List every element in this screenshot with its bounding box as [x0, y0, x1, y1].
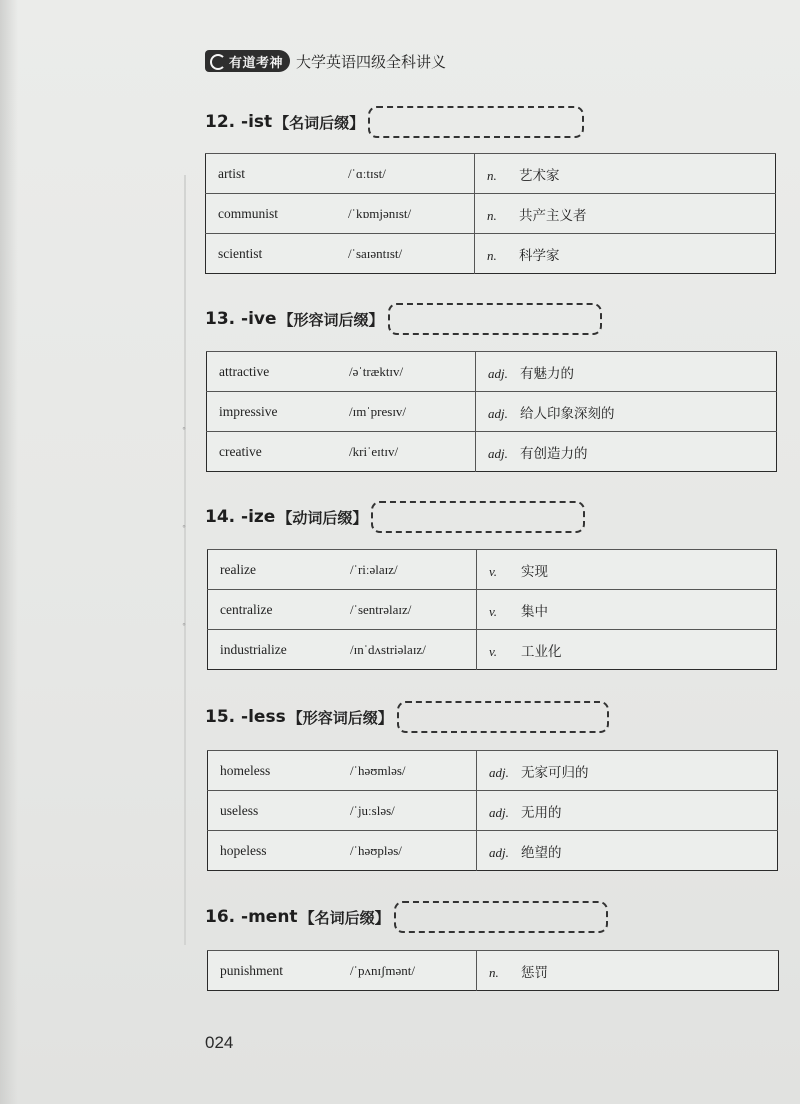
word: communist: [206, 194, 349, 234]
page-gutter-shadow: [0, 0, 18, 1104]
chinese-meaning: 绝望的: [521, 844, 562, 861]
table-row: [208, 630, 777, 670]
word: industrialize: [208, 630, 351, 670]
margin-note-mark: °: [182, 524, 186, 533]
suffix-section-ize: [205, 499, 585, 535]
part-of-speech: adj.: [488, 445, 508, 461]
table-row: [207, 392, 777, 432]
brand-name: 有道考神: [229, 55, 284, 71]
meaning-cell: [477, 590, 777, 630]
table-row: [208, 550, 777, 590]
word: scientist: [206, 234, 349, 274]
table-row: [208, 951, 779, 991]
word: hopeless: [208, 831, 351, 871]
chinese-meaning: 无用的: [521, 804, 562, 821]
chinese-meaning: 给人印象深刻的: [520, 405, 615, 422]
chinese-meaning: 艺术家: [519, 167, 560, 184]
phonetic: /əˈtræktɪv/: [349, 352, 476, 392]
brand-logo: [205, 50, 290, 72]
phonetic: /ˈpʌnɪʃmənt/: [350, 951, 477, 991]
phonetic: /ˈhəʊpləs/: [350, 831, 477, 871]
suffix-section-less: [205, 699, 609, 735]
vocab-table-ist: [205, 153, 776, 274]
phonetic: /ˈkɒmjənɪst/: [348, 194, 475, 234]
word: attractive: [207, 352, 350, 392]
word: artist: [206, 154, 349, 194]
fill-in-blank-box[interactable]: [388, 303, 602, 335]
chinese-meaning: 共产主义者: [519, 207, 587, 224]
meaning-cell: [477, 951, 779, 991]
meaning-cell: [477, 791, 778, 831]
chinese-meaning: 无家可归的: [521, 764, 589, 781]
part-of-speech: adj.: [489, 804, 509, 820]
section-heading: [205, 499, 585, 535]
book-title: 大学英语四级全科讲义: [296, 52, 447, 71]
table-row: [208, 751, 778, 791]
word: centralize: [208, 590, 351, 630]
part-of-speech: adj.: [489, 844, 509, 860]
meaning-cell: [475, 234, 776, 274]
section-heading: [205, 301, 602, 337]
phonetic: /ˈsentrəlaɪz/: [350, 590, 477, 630]
vocab-table-ive: [206, 351, 777, 472]
fill-in-blank-box[interactable]: [371, 501, 585, 533]
section-heading: [205, 104, 584, 140]
chinese-meaning: 有魅力的: [520, 365, 574, 382]
table-row: [207, 352, 777, 392]
chinese-meaning: 科学家: [519, 247, 560, 264]
part-of-speech: adj.: [489, 764, 509, 780]
word: realize: [208, 550, 351, 590]
table-row: [208, 831, 778, 871]
meaning-cell: [477, 550, 777, 590]
chinese-meaning: 集中: [521, 603, 548, 620]
chinese-meaning: 工业化: [521, 643, 562, 660]
phonetic: /ˈhəʊmləs/: [350, 751, 477, 791]
meaning-cell: [476, 432, 777, 472]
vocab-table-ment: [207, 950, 779, 991]
meaning-cell: [475, 154, 776, 194]
word: creative: [207, 432, 350, 472]
part-of-speech: v.: [489, 563, 498, 579]
phonetic: /ˈriːəlaɪz/: [350, 550, 477, 590]
phonetic: /ɪnˈdʌstriəlaɪz/: [350, 630, 477, 670]
table-row: [208, 590, 777, 630]
table-row: [206, 194, 776, 234]
section-title: 13. -ive: [205, 309, 277, 329]
meaning-cell: [477, 630, 777, 670]
brand-mascot-icon: [209, 53, 225, 69]
chinese-meaning: 惩罚: [521, 964, 548, 981]
chinese-meaning: 有创造力的: [520, 445, 588, 462]
part-of-speech: n.: [487, 167, 497, 183]
section-category: 【名词后缀】: [299, 908, 390, 927]
word: impressive: [207, 392, 350, 432]
phonetic: /ˈjuːsləs/: [350, 791, 477, 831]
table-row: [206, 154, 776, 194]
table-row: [206, 234, 776, 274]
margin-note-mark: °: [182, 426, 186, 435]
page-number: 024: [205, 1033, 234, 1052]
vocab-table-ize: [207, 549, 777, 670]
meaning-cell: [477, 831, 778, 871]
meaning-cell: [476, 392, 777, 432]
section-title: 12. -ist: [205, 112, 273, 132]
word: punishment: [208, 951, 351, 991]
part-of-speech: v.: [489, 603, 498, 619]
phonetic: /ɪmˈpresɪv/: [349, 392, 476, 432]
part-of-speech: n.: [489, 964, 499, 980]
meaning-cell: [475, 194, 776, 234]
part-of-speech: adj.: [488, 405, 508, 421]
part-of-speech: n.: [487, 207, 497, 223]
suffix-section-ist: [205, 104, 584, 140]
section-title: 16. -ment: [205, 907, 298, 927]
margin-note-mark: °: [182, 622, 186, 631]
suffix-section-ive: [205, 301, 602, 337]
part-of-speech: n.: [487, 247, 497, 263]
fill-in-blank-box[interactable]: [394, 901, 608, 933]
section-category: 【动词后缀】: [277, 508, 368, 527]
phonetic: /ˈsaɪəntɪst/: [348, 234, 475, 274]
section-heading: [205, 899, 608, 935]
fill-in-blank-box[interactable]: [397, 701, 609, 733]
section-category: 【形容词后缀】: [278, 310, 384, 329]
suffix-section-ment: [205, 899, 608, 935]
table-row: [207, 432, 777, 472]
running-header: [205, 50, 446, 72]
vocab-table-less: [207, 750, 778, 871]
table-row: [208, 791, 778, 831]
meaning-cell: [477, 751, 778, 791]
word: homeless: [208, 751, 351, 791]
phonetic: /kriˈeɪtɪv/: [349, 432, 476, 472]
word: useless: [208, 791, 351, 831]
section-category: 【形容词后缀】: [287, 708, 393, 727]
part-of-speech: v.: [489, 643, 498, 659]
section-title: 15. -less: [205, 707, 286, 727]
margin-rule: [184, 175, 186, 945]
meaning-cell: [476, 352, 777, 392]
section-title: 14. -ize: [205, 507, 276, 527]
fill-in-blank-box[interactable]: [368, 106, 584, 138]
phonetic: /ˈɑːtɪst/: [348, 154, 475, 194]
section-heading: [205, 699, 609, 735]
section-category: 【名词后缀】: [274, 113, 365, 132]
part-of-speech: adj.: [488, 365, 508, 381]
chinese-meaning: 实现: [521, 563, 548, 580]
